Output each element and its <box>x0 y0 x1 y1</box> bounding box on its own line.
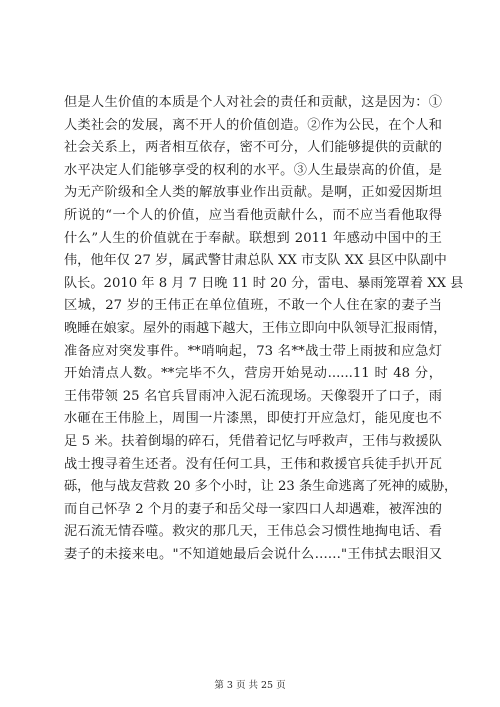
page-number-footer: 第 3 页 共 25 页 <box>214 680 286 691</box>
text-line: 人类社会的发展，离不开人的价值创造。②作为公民，在个人和 <box>64 117 442 133</box>
text-line: 准备应对突发事件。**哨响起，73 名**战士带上雨披和应急灯 <box>64 343 442 359</box>
text-line: 而自己怀孕 2 个月的妻子和岳父母一家四口人却遇难，被浑浊的 <box>64 501 442 517</box>
text-line: 泥石流无情吞噬。救灾的那几天，王伟总会习惯性地掏电话、看 <box>64 524 442 540</box>
text-line: 水平决定人们能够享受的权利的水平。③人生最崇高的价值，是 <box>64 162 442 178</box>
text-line: 战士搜寻着生还者。没有任何工具，王伟和救援官兵徒手扒开瓦 <box>64 456 442 472</box>
text-line: 王伟带领 25 名官兵冒雨冲入泥石流现场。天像裂开了口子，雨 <box>64 388 442 404</box>
text-line: 所说的“一个人的价值，应当看他贡献什么，而不应当看他取得 <box>64 207 442 223</box>
text-line: 但是人生价值的本质是个人对社会的责任和贡献，这是因为：① <box>64 95 442 110</box>
text-line: 晚睡在娘家。屋外的雨越下越大，王伟立即向中队领导汇报雨情， <box>64 320 447 336</box>
text-line: 妻子的未接来电。"不知道她最后会说什么……"王伟拭去眼泪又 <box>64 546 442 562</box>
text-line: 伟，他年仅 27 岁，属武警甘肃总队 XX 市支队 XX 县区中队副中 <box>64 253 447 269</box>
text-line: 开始清点人数。**完毕不久，营房开始晃动......11 时 48 分， <box>64 366 442 382</box>
text-line: 水砸在王伟脸上，周围一片漆黑，即使打开应急灯，能见度也不 <box>64 411 442 427</box>
text-line: 砾，他与战友营救 20 多个小时，让 23 条生命逃离了死神的威胁， <box>64 479 458 495</box>
body-paragraph <box>64 92 464 566</box>
text-line: 区城，27 岁的王伟正在单位值班，不敢一个人住在家的妻子当 <box>64 298 442 314</box>
text-line: 为无产阶级和全人类的解放事业作出贡献。是啊，正如爱因斯坦 <box>64 185 442 201</box>
text-line: 足 5 米。扶着倒塌的碎石，凭借着记忆与呼救声，王伟与救援队 <box>64 433 442 449</box>
text-line: 社会关系上，两者相互依存，密不可分，人们能够提供的贡献的 <box>64 140 442 156</box>
text-line: 什么”人生的价值就在于奉献。联想到 2011 年感动中国中的王 <box>64 230 442 246</box>
text-line: 队长。2010 年 8 月 7 日晚 11 时 20 分，雷电、暴雨笼罩着 XX 县 <box>64 275 464 291</box>
